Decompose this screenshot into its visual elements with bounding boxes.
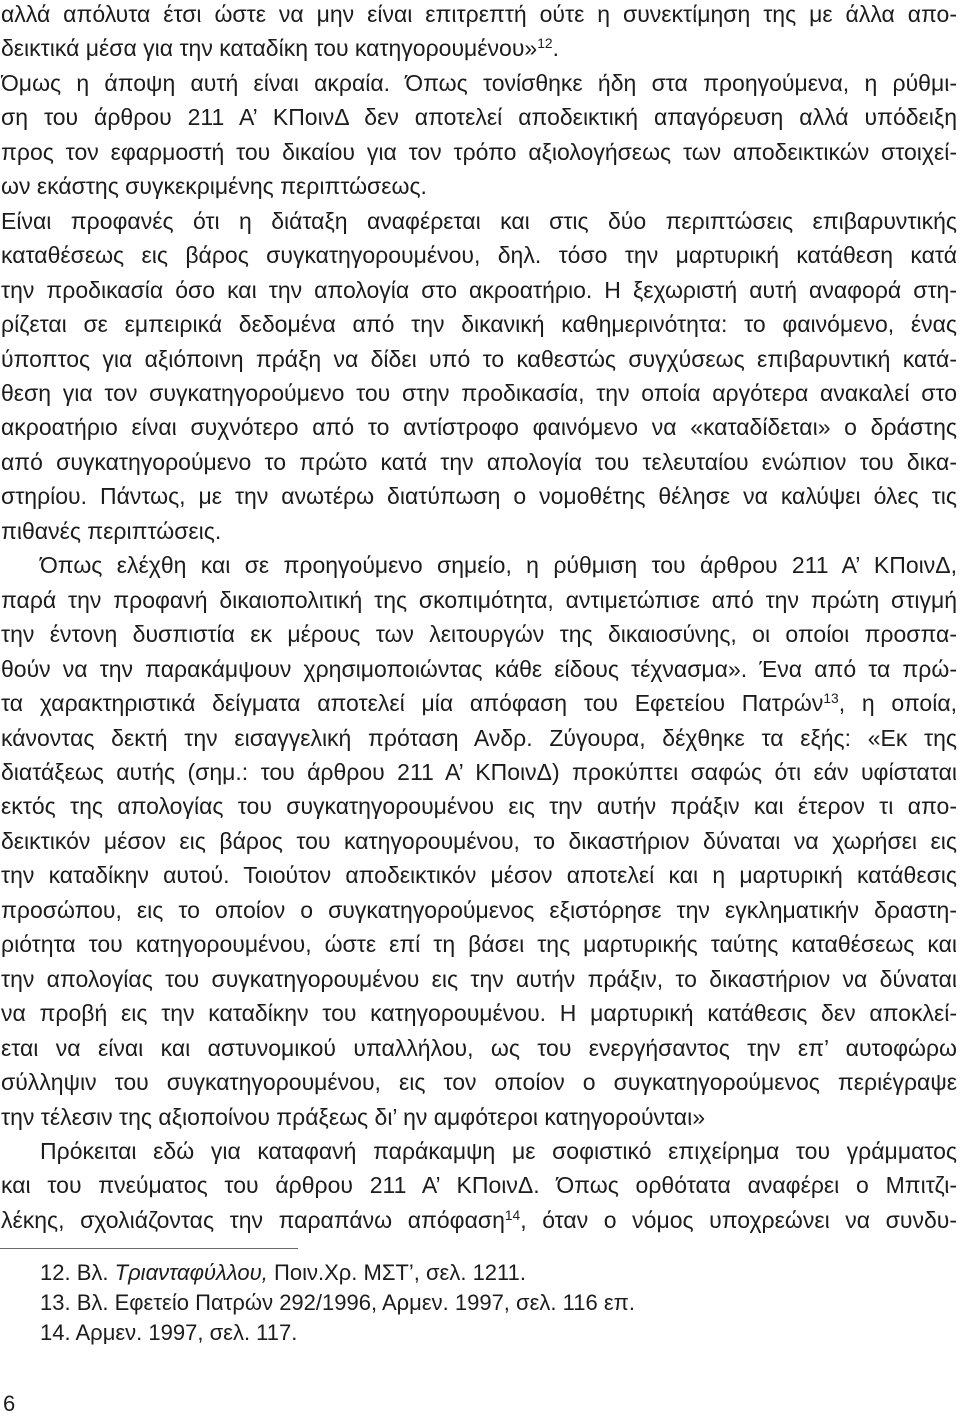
text-line: την προδικασία όσο και την απολογία στο ακροατήριο. Η ξεχωριστή αυτή αναφορά στη- — [1, 276, 957, 303]
text-line: την έντονη δυσπιστία εκ μέρους των λειτουργών της δικαιοσύνης, οι οποίοι προσπα- — [1, 621, 957, 648]
text-line: από συγκατηγορούμενο το πρώτο κατά την απολογία του τελευταίου ενώπιον του δικα- — [1, 448, 957, 475]
footnote-text: Ποιν.Χρ. ΜΣΤ’, σελ. 1211. — [273, 1260, 526, 1285]
text-line: την καταδίκην αυτού. Τοιούτον αποδεικτικόν μέσον αποτελεί και η μαρτυρική κατάθεσις — [1, 862, 957, 889]
line-text: . — [552, 35, 559, 62]
page-number: 6 — [3, 1391, 16, 1416]
text-line — [1, 31, 957, 65]
footnotes — [40, 1258, 940, 1348]
footnote-text: Βλ. — [76, 1260, 109, 1285]
text-line: εκτός της απολογίας του συγκατηγορουμένου εις την αυτήν πράξιν και έτερον τι απο- — [1, 793, 957, 820]
paragraph — [1, 548, 957, 1134]
text-line: ριότητα του κατηγορουμένου, ώστε επί τη βάσει της μαρτυρικής ταύτης καταθέσεως και — [1, 931, 957, 958]
text-line: ων εκάστης συγκεκριμένης περιπτώσεως. — [1, 173, 427, 200]
line-text: λέκης, σχολιάζοντας την παραπάνω απόφαση — [1, 1206, 505, 1233]
paragraph — [1, 0, 957, 66]
text-line — [1, 1203, 957, 1237]
line-text: τα χαρακτηριστικά δείγματα αποτελεί μία απόφαση του Εφετείου Πατρών — [1, 690, 824, 717]
footnote-reference: 14 — [504, 1207, 521, 1223]
footnote-author: Τριανταφύλλου, — [114, 1260, 268, 1285]
footnote-text: Αρμεν. 1997, σελ. 117. — [75, 1320, 298, 1345]
line-text: , η οποία, — [838, 690, 957, 717]
text-line: Είναι προφανές ότι η διάταξη αναφέρεται και στις δύο περιπτώσεις επιβαρυντικής — [1, 207, 957, 234]
text-line: δεικτικόν μέσον εις βάρος του κατηγορουμένου, το δικαστήριον δύναται να χωρήσει εις — [1, 827, 957, 854]
body-text — [1, 0, 957, 1237]
footnote-number: 13. — [40, 1290, 71, 1315]
text-line: αλλά απόλυτα έτσι ώστε να μην είναι επιτρεπτή ούτε η συνεκτίμηση της με άλλα απο- — [1, 1, 957, 27]
text-line: εται να είναι και αστυνομικού υπαλλήλου, ως του ενεργήσαντος την επ’ αυτοφώρω — [1, 1034, 957, 1061]
footnote-reference: 13 — [823, 690, 839, 706]
text-line: την απολογίας του συγκατηγορουμένου εις την αυτήν πράξιν, το δικαστήριον να δύναται — [1, 965, 957, 992]
line-text: , όταν ο νόμος υποχρεώνει να συνδυ- — [520, 1206, 957, 1233]
text-line: Όπως ελέχθη και σε προηγούμενο σημείο, η ρύθμιση του άρθρου 211 Α’ ΚΠοινΔ, — [40, 552, 957, 579]
text-line: και του πνεύματος του άρθρου 211 Α’ ΚΠοινΔ. Όπως ορθότατα αναφέρει ο Μπιτζι- — [1, 1172, 957, 1199]
text-line: ύποπτος για αξιόποινη πράξη να δίδει υπό το καθεστώς συγχύσεως επιβαρυντική κατά- — [1, 345, 957, 372]
text-line: ακροατήριο είναι συχνότερο από το αντίστροφο φαινόμενο να «καταδίδεται» ο δράστης — [1, 414, 957, 441]
footnote-separator — [0, 1248, 298, 1249]
text-line: ση του άρθρου 211 Α’ ΚΠοινΔ δεν αποτελεί αποδεικτική απαγόρευση αλλά υπόδειξη — [1, 104, 957, 131]
text-line: θούν να την παρακάμψουν χρησιμοποιώντας κάθε είδους τέχνασμα». Ένα από τα πρώ- — [1, 655, 957, 682]
text-line: παρά την προφανή δικαιοπολιτική της σκοπιμότητα, αντιμετώπισε από την πρώτη στιγμή — [1, 586, 957, 613]
footnote-number: 12. — [40, 1260, 71, 1285]
text-line: προσώπου, εις το οποίον ο συγκατηγορούμενος εξιστόρησε την εγκληματικήν δραστη- — [1, 896, 957, 923]
text-line: προς τον εφαρμοστή του δικαίου για τον τρόπο αξιολογήσεως των αποδεικτικών στοιχεί- — [1, 138, 957, 165]
text-line: κάνοντας δεκτή την εισαγγελική πρόταση Ανδρ. Ζύγουρα, δέχθηκε τα εξής: «Εκ της — [1, 724, 957, 751]
text-line — [1, 686, 957, 720]
paragraph — [1, 66, 957, 204]
text-line: πιθανές περιπτώσεις. — [1, 517, 222, 544]
paragraph — [1, 1134, 957, 1237]
footnote-text: Βλ. Εφετείο Πατρών 292/1996, Αρμεν. 1997, σελ. 116 επ. — [76, 1290, 635, 1315]
footnote-12 — [40, 1258, 940, 1288]
text-line: σύλληψιν του συγκατηγορουμένου, εις τον οποίον ο συγκατηγορούμενος περιέγραψε — [1, 1069, 957, 1096]
paragraph — [1, 204, 957, 549]
text-line: διατάξεως αυτής (σημ.: του άρθρου 211 Α’ ΚΠοινΔ) προκύπτει σαφώς ότι εάν υφίσταται — [1, 758, 957, 785]
footnote-14 — [40, 1318, 940, 1348]
line-text: δεικτικά μέσα για την καταδίκη του κατηγορουμένου» — [1, 35, 538, 62]
text-line: στηρίου. Πάντως, με την ανωτέρω διατύπωση ο νομοθέτης θέλησε να καλύψει όλες τις — [1, 483, 957, 510]
text-line: ρίζεται σε εμπειρικά δεδομένα από την δικανική καθημερινότητα: το φαινόμενο, ένας — [1, 311, 957, 338]
text-line: Πρόκειται εδώ για καταφανή παράκαμψη με σοφιστικό επιχείρημα του γράμματος — [40, 1137, 957, 1164]
text-line: Όμως η άποψη αυτή είναι ακραία. Όπως τονίσθηκε ήδη στα προηγούμενα, η ρύθμι- — [1, 69, 957, 96]
text-line: θεση για τον συγκατηγορούμενο του στην προδικασία, την οποία αργότερα ανακαλεί στο — [1, 379, 957, 406]
text-line: να προβή εις την καταδίκην του κατηγορουμένου. Η μαρτυρική κατάθεσις δεν αποκλεί- — [1, 1000, 957, 1027]
text-line: την τέλεσιν της αξιοποίνου πράξεως δι’ ην αμφότεροι κατηγορούνται» — [1, 1103, 705, 1130]
text-line: καταθέσεως εις βάρος συγκατηγορουμένου, δηλ. τόσο την μαρτυρική κατάθεση κατά — [1, 242, 957, 269]
footnote-reference: 12 — [537, 36, 553, 52]
footnote-13 — [40, 1288, 940, 1318]
footnote-number: 14. — [40, 1320, 71, 1345]
